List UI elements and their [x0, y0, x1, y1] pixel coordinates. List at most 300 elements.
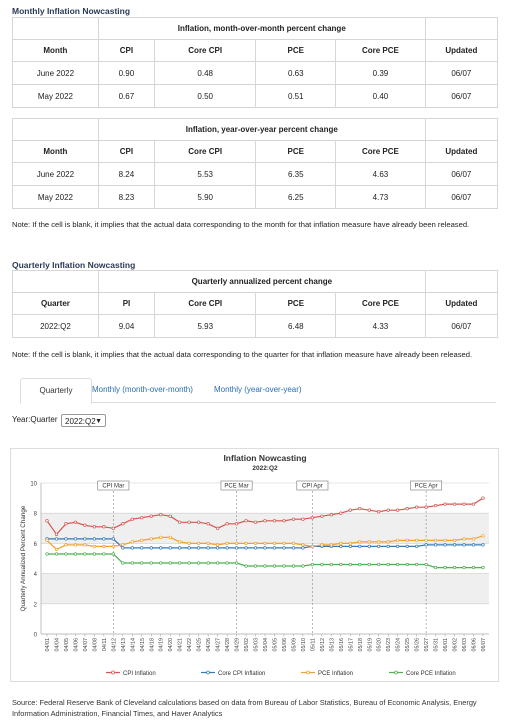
data-point	[84, 538, 87, 541]
data-point	[406, 507, 409, 510]
x-tick-label: 04/27	[215, 638, 222, 652]
data-point	[472, 503, 475, 506]
yoy-blank-cell	[425, 119, 497, 141]
table-cell: May 2022	[13, 85, 99, 108]
data-point	[330, 544, 333, 547]
data-point	[178, 547, 181, 550]
tab-monthly-yoy[interactable]: Monthly (year-over-year)	[214, 385, 302, 394]
x-tick-label: 04/15	[139, 638, 146, 652]
data-point	[140, 539, 143, 542]
data-point	[235, 542, 238, 545]
table-row	[13, 163, 498, 186]
data-point	[84, 544, 87, 547]
x-tick-label: 04/18	[149, 638, 156, 652]
data-point	[140, 562, 143, 565]
data-point	[482, 497, 485, 500]
x-tick-label: 04/07	[82, 638, 89, 652]
legend-label: PCE Inflation	[318, 671, 354, 677]
table-cell: 5.53	[155, 163, 256, 186]
chart-container	[10, 448, 499, 682]
data-point	[188, 542, 191, 545]
legend-swatch-marker	[307, 671, 310, 674]
x-tick-label: 05/31	[433, 638, 440, 652]
data-point	[103, 538, 106, 541]
x-tick-label: 05/26	[414, 638, 421, 652]
data-point	[197, 562, 200, 565]
quarterly-section-title: Quarterly Inflation Nowcasting	[12, 260, 136, 270]
data-point	[377, 541, 380, 544]
x-tick-label: 04/21	[177, 638, 184, 652]
data-point	[425, 544, 428, 547]
x-tick-label: 05/05	[272, 638, 279, 652]
data-point	[216, 562, 219, 565]
tab-quarterly[interactable]: Quarterly	[20, 378, 92, 404]
data-point	[131, 518, 134, 521]
data-point	[178, 541, 181, 544]
x-tick-label: 04/06	[73, 638, 80, 652]
data-point	[140, 516, 143, 519]
data-point	[292, 547, 295, 550]
data-point	[406, 563, 409, 566]
data-point	[103, 553, 106, 556]
data-point	[453, 544, 456, 547]
data-point	[434, 544, 437, 547]
data-point	[112, 545, 115, 548]
data-point	[254, 565, 257, 568]
data-point	[122, 562, 125, 565]
data-point	[349, 563, 352, 566]
data-point	[197, 521, 200, 524]
table-cell: 4.63	[336, 163, 426, 186]
x-tick-label: 06/01	[443, 638, 450, 652]
data-point	[273, 519, 276, 522]
data-point	[302, 565, 305, 568]
data-point	[159, 536, 162, 539]
data-point	[425, 539, 428, 542]
data-point	[406, 539, 409, 542]
x-tick-label: 05/27	[424, 638, 431, 652]
data-point	[340, 545, 343, 548]
data-point	[396, 563, 399, 566]
mom-group-header: Inflation, month-over-month percent change	[98, 18, 425, 40]
table-cell: 0.90	[98, 62, 154, 85]
mom-col-header: PCE	[256, 40, 336, 62]
q-col-header: Core PCE	[336, 293, 426, 315]
x-tick-label: 05/12	[319, 638, 326, 652]
yoy-col-header: Core PCE	[336, 141, 426, 163]
data-point	[216, 544, 219, 547]
table-cell: 06/07	[425, 85, 497, 108]
data-point	[197, 542, 200, 545]
data-point	[169, 562, 172, 565]
x-tick-label: 05/04	[263, 638, 269, 652]
yoy-col-header: Core CPI	[155, 141, 256, 163]
data-point	[207, 522, 210, 525]
data-point	[302, 518, 305, 521]
data-point	[150, 562, 153, 565]
x-tick-label: 04/20	[168, 638, 175, 652]
data-point	[283, 519, 286, 522]
data-point	[463, 544, 466, 547]
x-tick-label: 06/07	[481, 638, 487, 652]
data-point	[425, 563, 428, 566]
data-point	[254, 542, 257, 545]
data-point	[112, 553, 115, 556]
data-point	[444, 566, 447, 569]
data-point	[65, 522, 68, 525]
data-point	[358, 563, 361, 566]
y-tick-label: 8	[33, 511, 37, 518]
mom-blank-cell	[425, 18, 497, 40]
data-point	[159, 513, 162, 516]
mom-table	[12, 17, 498, 108]
x-tick-label: 05/23	[386, 638, 393, 652]
data-point	[254, 547, 257, 550]
data-point	[415, 563, 418, 566]
data-point	[197, 547, 200, 550]
data-point	[112, 527, 115, 530]
data-point	[74, 521, 77, 524]
table-row	[13, 315, 498, 338]
data-point	[349, 509, 352, 512]
quarter-note: Note: If the cell is blank, it implies that the actual data corresponding to the quarter for that inflation measure have already been released.	[12, 350, 473, 359]
data-point	[472, 544, 475, 547]
x-tick-label: 04/01	[45, 638, 51, 652]
x-tick-label: 05/20	[376, 638, 383, 652]
data-point	[340, 512, 343, 515]
data-point	[434, 539, 437, 542]
table-cell: 6.25	[256, 186, 336, 209]
table-cell: 0.39	[336, 62, 426, 85]
data-point	[55, 538, 58, 541]
yoy-group-header: Inflation, year-over-year percent change	[98, 119, 425, 141]
view-tabs	[20, 378, 496, 403]
data-point	[131, 562, 134, 565]
data-point	[245, 542, 248, 545]
data-point	[103, 545, 106, 548]
data-point	[159, 562, 162, 565]
data-point	[302, 547, 305, 550]
data-point	[188, 562, 191, 565]
data-point	[292, 565, 295, 568]
data-point	[377, 545, 380, 548]
x-tick-label: 04/12	[111, 638, 118, 652]
data-point	[264, 519, 267, 522]
data-point	[368, 541, 371, 544]
data-point	[321, 515, 324, 518]
monthly-section-title: Monthly Inflation Nowcasting	[12, 6, 131, 16]
data-point	[387, 545, 390, 548]
q-col-header: Core CPI	[155, 293, 256, 315]
data-point	[396, 509, 399, 512]
data-point	[283, 547, 286, 550]
data-point	[292, 518, 295, 521]
data-point	[74, 544, 77, 547]
data-point	[131, 547, 134, 550]
q-col-header: Quarter	[13, 293, 99, 315]
mom-blank-cell	[13, 18, 99, 40]
table-cell: 6.48	[256, 315, 336, 338]
data-point	[368, 509, 371, 512]
data-point	[188, 547, 191, 550]
data-point	[55, 548, 58, 551]
data-point	[150, 547, 153, 550]
data-point	[321, 544, 324, 547]
table-row	[13, 85, 498, 108]
x-tick-label: 04/25	[196, 638, 203, 652]
data-point	[292, 542, 295, 545]
data-point	[226, 522, 229, 525]
x-tick-label: 04/19	[158, 638, 165, 652]
data-point	[321, 563, 324, 566]
grid-band	[41, 574, 489, 604]
data-point	[273, 547, 276, 550]
mom-col-header: Month	[13, 40, 99, 62]
data-point	[396, 539, 399, 542]
x-tick-label: 05/17	[348, 638, 355, 652]
y-tick-label: 4	[33, 572, 37, 579]
data-point	[235, 522, 238, 525]
x-tick-label: 05/18	[357, 638, 364, 652]
data-point	[55, 553, 58, 556]
tab-monthly-mom[interactable]: Monthly (month-over-month)	[92, 385, 193, 394]
data-point	[178, 521, 181, 524]
table-cell: 4.33	[336, 315, 426, 338]
legend-swatch-marker	[395, 671, 398, 674]
q-blank-cell	[425, 271, 497, 293]
data-point	[472, 538, 475, 541]
data-point	[311, 563, 314, 566]
table-cell: 8.24	[98, 163, 154, 186]
x-tick-label: 04/28	[225, 638, 232, 652]
year-quarter-select[interactable]	[61, 414, 106, 427]
table-cell: 6.35	[256, 163, 336, 186]
data-point	[434, 504, 437, 507]
yoy-blank-cell	[13, 119, 99, 141]
data-point	[311, 516, 314, 519]
data-point	[340, 563, 343, 566]
data-point	[169, 515, 172, 518]
data-point	[216, 547, 219, 550]
data-point	[368, 563, 371, 566]
data-point	[453, 503, 456, 506]
data-point	[46, 519, 49, 522]
q-blank-cell	[13, 271, 99, 293]
data-point	[207, 562, 210, 565]
x-tick-label: 06/02	[452, 638, 459, 652]
mom-col-header: CPI	[98, 40, 154, 62]
y-tick-label: 0	[33, 632, 37, 639]
data-point	[415, 539, 418, 542]
data-point	[169, 536, 172, 539]
x-tick-label: 06/06	[471, 638, 478, 652]
data-point	[226, 542, 229, 545]
table-cell: June 2022	[13, 163, 99, 186]
data-point	[122, 547, 125, 550]
data-point	[74, 553, 77, 556]
release-marker-label: CPI Apr	[302, 483, 323, 490]
table-cell: 0.63	[256, 62, 336, 85]
table-cell: 4.73	[336, 186, 426, 209]
data-point	[349, 542, 352, 545]
data-point	[482, 535, 485, 538]
data-point	[245, 519, 248, 522]
release-marker-label: PCE Mar	[224, 483, 249, 490]
data-point	[302, 544, 305, 547]
q-col-header: PCE	[256, 293, 336, 315]
data-point	[377, 510, 380, 513]
x-tick-label: 04/14	[130, 638, 137, 652]
data-point	[74, 538, 77, 541]
legend-label: Core PCE Inflation	[406, 671, 456, 677]
x-tick-label: 04/29	[234, 638, 241, 652]
data-point	[330, 563, 333, 566]
y-axis-label: Quarterly Annualized Percent Change	[20, 505, 27, 612]
table-row	[13, 186, 498, 209]
data-point	[463, 503, 466, 506]
data-point	[434, 566, 437, 569]
data-point	[226, 547, 229, 550]
x-tick-label: 05/11	[310, 638, 317, 652]
data-point	[311, 545, 314, 548]
data-point	[65, 553, 68, 556]
x-tick-label: 06/03	[462, 638, 469, 652]
data-point	[264, 565, 267, 568]
data-point	[93, 525, 96, 528]
data-point	[103, 525, 106, 528]
x-tick-label: 05/06	[281, 638, 288, 652]
source-note: Source: Federal Reserve Bank of Cleveland calculations based on data from Bureau of Labor Statistics, Bureau of Economic Analysis, Energy Information Administration, Financial Times, and Haver Analytics	[12, 698, 477, 718]
data-point	[444, 503, 447, 506]
data-point	[482, 566, 485, 569]
data-point	[453, 566, 456, 569]
data-point	[387, 563, 390, 566]
table-cell: 8.23	[98, 186, 154, 209]
x-tick-label: 05/03	[253, 638, 260, 652]
data-point	[396, 545, 399, 548]
data-point	[235, 562, 238, 565]
chart-title: Inflation Nowcasting	[223, 453, 307, 463]
quarterly-table	[12, 270, 498, 338]
data-point	[84, 524, 87, 527]
data-point	[368, 545, 371, 548]
data-point	[330, 513, 333, 516]
data-point	[245, 565, 248, 568]
table-cell: 0.40	[336, 85, 426, 108]
x-tick-label: 05/10	[300, 638, 307, 652]
x-tick-label: 05/02	[244, 638, 251, 652]
data-point	[273, 542, 276, 545]
inflation-chart	[11, 449, 498, 681]
year-quarter-label: Year:Quarter	[12, 415, 58, 424]
legend-swatch-marker	[207, 671, 210, 674]
yoy-col-header: CPI	[98, 141, 154, 163]
q-col-header: PI	[98, 293, 154, 315]
table-cell: 0.50	[155, 85, 256, 108]
data-point	[207, 547, 210, 550]
table-cell: June 2022	[13, 62, 99, 85]
data-point	[93, 553, 96, 556]
data-point	[463, 566, 466, 569]
x-tick-label: 05/24	[395, 638, 402, 652]
data-point	[140, 547, 143, 550]
data-point	[93, 545, 96, 548]
table-cell: 9.04	[98, 315, 154, 338]
x-tick-label: 04/26	[206, 638, 213, 652]
data-point	[169, 547, 172, 550]
release-marker-label: PCE Apr	[414, 483, 438, 490]
data-point	[264, 542, 267, 545]
mom-col-header: Core PCE	[336, 40, 426, 62]
data-point	[207, 542, 210, 545]
data-point	[377, 563, 380, 566]
data-point	[65, 538, 68, 541]
data-point	[482, 544, 485, 547]
x-tick-label: 04/05	[63, 638, 70, 652]
data-point	[245, 547, 248, 550]
data-point	[453, 539, 456, 542]
table-cell: 06/07	[425, 186, 497, 209]
y-tick-label: 6	[33, 541, 37, 548]
data-point	[93, 538, 96, 541]
x-tick-label: 05/16	[338, 638, 345, 652]
data-point	[46, 553, 49, 556]
data-point	[415, 545, 418, 548]
data-point	[112, 538, 115, 541]
data-point	[444, 539, 447, 542]
y-tick-label: 2	[33, 602, 37, 609]
table-row	[13, 62, 498, 85]
x-tick-label: 04/04	[54, 638, 61, 652]
yoy-col-header: PCE	[256, 141, 336, 163]
data-point	[122, 544, 125, 547]
table-cell: 06/07	[425, 62, 497, 85]
data-point	[283, 542, 286, 545]
data-point	[349, 545, 352, 548]
data-point	[358, 545, 361, 548]
data-point	[463, 538, 466, 541]
release-marker-label: CPI Mar	[102, 483, 125, 490]
data-point	[444, 544, 447, 547]
data-point	[65, 544, 68, 547]
data-point	[235, 547, 238, 550]
data-point	[188, 521, 191, 524]
q-group-header: Quarterly annualized percent change	[98, 271, 425, 293]
yoy-col-header: Month	[13, 141, 99, 163]
data-point	[178, 562, 181, 565]
table-cell: 2022:Q2	[13, 315, 99, 338]
data-point	[46, 539, 49, 542]
x-tick-label: 04/11	[101, 638, 108, 652]
x-tick-label: 04/08	[92, 638, 99, 652]
table-cell: 0.48	[155, 62, 256, 85]
data-point	[472, 566, 475, 569]
legend-swatch-marker	[112, 671, 115, 674]
yoy-col-header: Updated	[425, 141, 497, 163]
data-point	[358, 507, 361, 510]
x-tick-label: 05/19	[367, 638, 374, 652]
mom-col-header: Core CPI	[155, 40, 256, 62]
data-point	[131, 541, 134, 544]
table-cell: 5.90	[155, 186, 256, 209]
mom-col-header: Updated	[425, 40, 497, 62]
x-tick-label: 05/09	[291, 638, 298, 652]
data-point	[122, 522, 125, 525]
data-point	[387, 509, 390, 512]
data-point	[358, 541, 361, 544]
x-tick-label: 05/13	[329, 638, 336, 652]
data-point	[425, 506, 428, 509]
